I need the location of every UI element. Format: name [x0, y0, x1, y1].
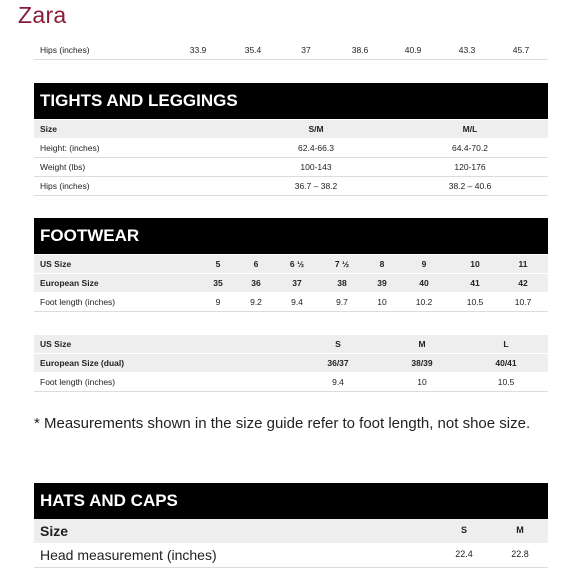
european-size-value: 38/39 — [411, 358, 433, 368]
hips-value: 38.2 – 40.6 — [448, 181, 492, 191]
european-size-value: 36 — [251, 278, 261, 288]
european-size-value: 40 — [419, 278, 429, 288]
foot-length-value: 10 — [417, 377, 427, 387]
european-size-value: 38 — [337, 278, 347, 288]
us-size-label: US Size — [40, 259, 72, 269]
head-measurement-value: 22.8 — [511, 549, 529, 559]
tights-size-row — [34, 120, 548, 138]
footwear-note: * Measurements shown in the size guide refer to foot length, not shoe size. — [34, 415, 531, 432]
hips-value: 37 — [301, 45, 311, 55]
foot-length-value: 10.2 — [415, 297, 433, 307]
european-size-dual-label: European Size (dual) — [40, 358, 125, 368]
foot-length-dual-row — [34, 373, 548, 392]
hips-label: Hips (inches) — [40, 45, 90, 55]
us-size-value: 7 ½ — [334, 259, 350, 269]
foot-length-value: 9.4 — [291, 297, 303, 307]
foot-length-value: 9.4 — [332, 377, 344, 387]
foot-length-value: 9 — [215, 297, 221, 307]
european-size-label: European Size — [40, 278, 99, 288]
european-size-row — [34, 274, 548, 292]
tights-header: TIGHTS AND LEGGINGS — [34, 83, 548, 119]
head-measurement-label: Head measurement (inches) — [40, 547, 217, 563]
foot-length-label: Foot length (inches) — [40, 297, 116, 307]
us-size-value: 11 — [518, 259, 528, 269]
weight-row — [34, 158, 548, 177]
us-size-label: US Size — [40, 339, 72, 349]
weight-value: 100-143 — [300, 162, 332, 172]
size-label: Size — [40, 523, 69, 539]
hips-row — [34, 41, 548, 60]
hips-value: 40.9 — [404, 45, 422, 55]
us-size-value: 8 — [379, 259, 385, 269]
us-size-dual-row — [34, 335, 548, 353]
hips-value: 36.7 – 38.2 — [294, 181, 338, 191]
size-value: S — [460, 525, 468, 535]
us-size-value: L — [503, 339, 509, 349]
european-size-value: 42 — [518, 278, 528, 288]
height-value: 62.4-66.3 — [298, 143, 334, 153]
weight-value: 120-176 — [454, 162, 486, 172]
foot-length-value: 10 — [377, 297, 387, 307]
us-size-value: 9 — [421, 259, 427, 269]
us-size-row — [34, 255, 548, 273]
us-size-value: 5 — [215, 259, 221, 269]
footwear-header: FOOTWEAR — [34, 218, 548, 254]
height-label: Height: (inches) — [40, 143, 100, 153]
european-size-value: 40/41 — [495, 358, 517, 368]
hips-value: 35.4 — [244, 45, 262, 55]
head-measurement-row — [34, 543, 548, 568]
foot-length-value: 10.5 — [466, 297, 484, 307]
hips-label: Hips (inches) — [40, 181, 90, 191]
size-value: S/M — [308, 124, 324, 134]
tights-hips-row — [34, 177, 548, 196]
size-value: M/L — [462, 124, 478, 134]
us-size-value: 10 — [470, 259, 480, 269]
us-size-value: 6 — [253, 259, 259, 269]
hips-value: 43.3 — [458, 45, 476, 55]
height-value: 64.4-70.2 — [452, 143, 488, 153]
us-size-value: M — [418, 339, 426, 349]
european-size-value: 35 — [213, 278, 223, 288]
foot-length-row — [34, 293, 548, 312]
hips-value: 45.7 — [512, 45, 530, 55]
size-label: Size — [40, 124, 58, 134]
european-size-value: 39 — [377, 278, 387, 288]
us-size-value: S — [335, 339, 341, 349]
foot-length-value: 9.7 — [336, 297, 348, 307]
brand-logo: Zara — [18, 2, 67, 28]
foot-length-label: Foot length (inches) — [40, 377, 116, 387]
hips-value: 38.6 — [351, 45, 369, 55]
european-size-dual-row — [34, 354, 548, 372]
size-value: M — [516, 525, 524, 535]
hats-size-row — [34, 519, 548, 543]
foot-length-value: 10.5 — [497, 377, 515, 387]
head-measurement-value: 22.4 — [455, 549, 473, 559]
european-size-value: 37 — [292, 278, 302, 288]
us-size-value: 6 ½ — [289, 259, 305, 269]
height-row — [34, 139, 548, 158]
european-size-value: 36/37 — [327, 358, 349, 368]
hats-header: HATS AND CAPS — [34, 483, 548, 519]
european-size-value: 41 — [470, 278, 480, 288]
weight-label: Weight (lbs) — [40, 162, 86, 172]
foot-length-value: 10.7 — [514, 297, 532, 307]
hips-value: 33.9 — [189, 45, 207, 55]
foot-length-value: 9.2 — [250, 297, 262, 307]
